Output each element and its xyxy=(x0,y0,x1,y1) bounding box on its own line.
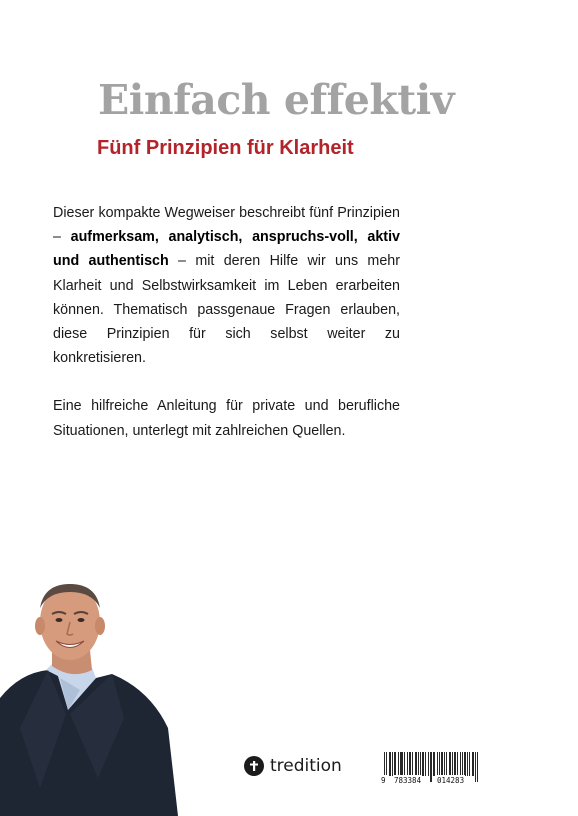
barcode-bar xyxy=(464,752,465,776)
blurb-paragraph-2: Eine hilfreiche Anleitung für private und berufliche Situationen, unterlegt mit zahlreichen Quellen. xyxy=(53,398,400,439)
publisher-name: tredition xyxy=(270,756,342,776)
barcode-bar xyxy=(430,752,431,782)
barcode-bar xyxy=(454,752,455,776)
barcode-bar xyxy=(395,752,396,776)
publisher-mark xyxy=(244,754,342,778)
barcode-bar xyxy=(407,752,408,776)
barcode-bar xyxy=(437,752,438,776)
barcode-bar xyxy=(441,752,442,776)
barcode-bar xyxy=(467,752,468,776)
barcode-bar xyxy=(404,752,405,776)
barcode-bar xyxy=(462,752,463,776)
barcode-bar xyxy=(450,752,451,776)
blurb-tail-text: – mit deren Hilfe wir uns mehr Klarheit und Selbstwirksamkeit im Leben erarbeiten können. Thematisch passgenaue Fragen erlauben, diese Prinzipien für sich selbst weiter zu konkretisieren. xyxy=(53,253,400,367)
barcode-bar xyxy=(389,752,390,776)
barcode-bar xyxy=(415,752,416,776)
barcode-bar xyxy=(434,752,435,776)
barcode-bar xyxy=(425,752,426,776)
barcode-bar xyxy=(392,752,393,776)
barcode-bar xyxy=(446,752,447,776)
barcode-bar xyxy=(439,752,440,776)
barcode-bar xyxy=(400,752,401,776)
barcode-bar xyxy=(402,752,403,776)
barcode-bar xyxy=(410,752,411,776)
barcode-bar xyxy=(475,752,476,782)
blurb-lead-text: Dieser kompakte Wegweiser beschreibt fünf Prinzipien – xyxy=(53,205,400,246)
barcode-lead-digit: 9 xyxy=(381,776,386,785)
back-cover-blurb xyxy=(53,201,400,443)
author-portrait xyxy=(0,578,180,816)
book-title: Einfach effektiv xyxy=(98,76,455,124)
barcode-bar xyxy=(469,752,470,776)
barcode-bar xyxy=(398,752,399,776)
barcode-bar xyxy=(460,752,461,776)
barcode-bar xyxy=(401,752,402,776)
barcode-bar xyxy=(412,752,413,776)
barcode-bar xyxy=(428,752,429,776)
barcode-bar xyxy=(465,752,466,776)
barcode-bar xyxy=(477,752,478,782)
barcode-bar xyxy=(473,752,474,776)
barcode-bar xyxy=(433,752,434,776)
barcode-bar xyxy=(394,752,395,776)
barcode-digits-right: 014283 xyxy=(437,776,465,785)
barcode-bar xyxy=(423,752,424,776)
barcode-bar xyxy=(431,752,432,782)
barcode-bar xyxy=(422,752,423,776)
barcode-bar xyxy=(444,752,445,776)
barcode-bar xyxy=(418,752,419,776)
barcode-bar xyxy=(449,752,450,776)
barcode-bar xyxy=(442,752,443,776)
barcode-bar xyxy=(420,752,421,776)
barcode-bar xyxy=(455,752,456,776)
blurb-paragraph-1 xyxy=(53,201,400,370)
barcode-bar xyxy=(472,752,473,776)
blurb-principles-list: aufmerksam, analytisch, anspruchs-voll, aktiv und authentisch xyxy=(53,229,400,270)
barcode-digits-left: 783384 xyxy=(394,776,422,785)
book-subtitle: Fünf Prinzipien für Klarheit xyxy=(97,137,354,159)
tredition-logo-icon xyxy=(244,756,264,776)
barcode-bar xyxy=(409,752,410,776)
barcode-bar xyxy=(457,752,458,776)
barcode-bar xyxy=(452,752,453,776)
barcode-bar xyxy=(390,752,391,776)
barcode-bar xyxy=(416,752,417,776)
